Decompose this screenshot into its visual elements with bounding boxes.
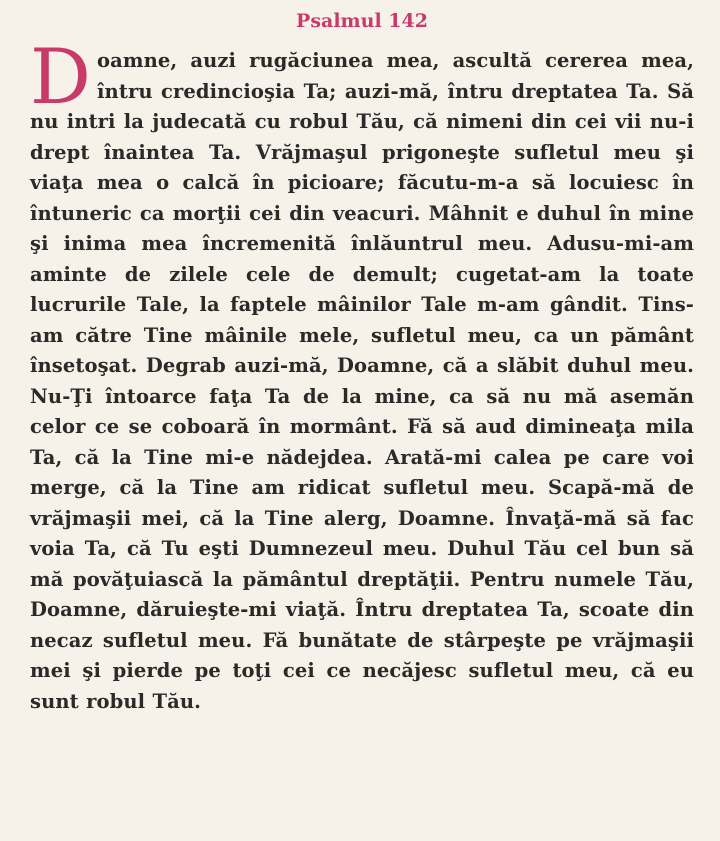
psalm-title: Psalmul 142 [296, 10, 428, 32]
psalm-body-text: oamne, auzi rugăciunea mea, ascultă cererea mea, întru credincioşia Ta; auzi-mă, întru dreptatea Ta. Să nu intri la judecată cu robul Tău, că nimeni din cei vii nu-i drept înaintea Ta. Vrăjmaşul prigoneşte sufletul meu şi viaţa mea o calcă în picioare; făcutu-m-a să locuiesc în întuneric ca morţii cei din veacuri. Mâhnit e duhul în mine şi inima mea încremenită înlăuntrul meu. Adusu-mi-am aminte de zilele cele de demult; cugetat-am la toate lucrurile Tale, la faptele mâinilor Tale m-am gândit. Tins-am către Tine mâinile mele, sufletul meu, ca un pământ însetoşat. Degrab auzi-mă, Doamne, că a slăbit duhul meu. Nu-Ţi întoarce faţa Ta de la mine, ca să nu mă asemăn celor ce se coboară în mormânt. Fă să aud dimineaţa mila Ta, că la Tine mi-e nădejdea. Arată-mi calea pe care voi merge, că la Tine am ridicat sufletul meu. Scapă-mă de vrăjmaşii mei, că la Tine alerg, Doamne. Învaţă-mă să fac voia Ta, că Tu eşti Dumnezeul meu. Duhul Tău cel bun să mă povăţuiască la pământul dreptăţii. Pentru numele Tău, Doamne, dăruieşte-mi viaţă. Întru dreptatea Ta, scoate din necaz sufletul meu. Fă bunătate de stârpeşte pe vrăjmaşii mei şi pierde pe toţi cei ce necăjesc sufletul meu, că eu sunt robul Tău. [30, 49, 694, 713]
drop-cap: D [30, 32, 92, 121]
psalm-body [30, 32, 694, 717]
